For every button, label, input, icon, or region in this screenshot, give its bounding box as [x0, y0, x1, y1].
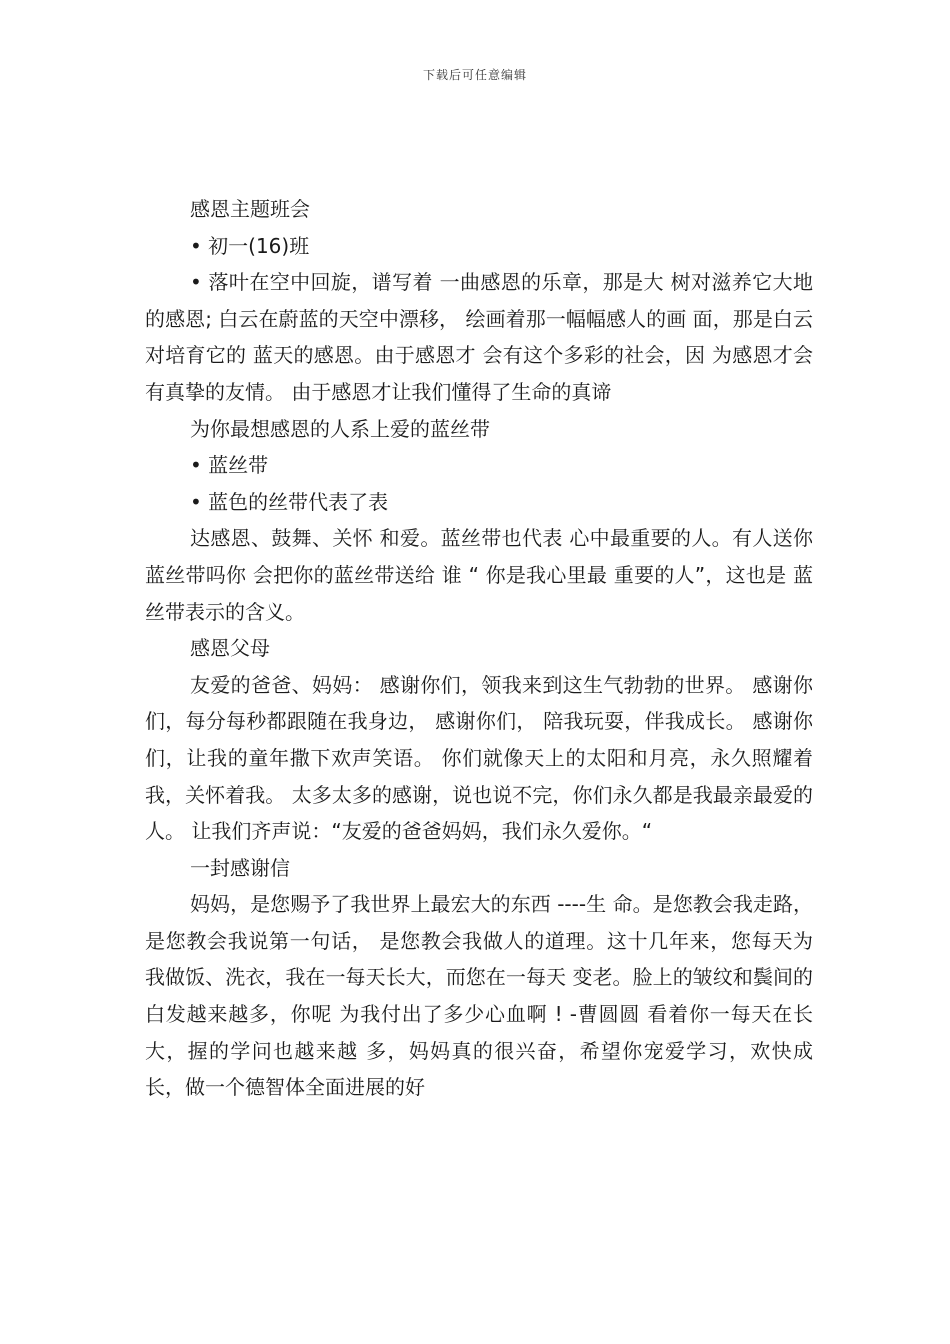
document-body: [145, 191, 813, 1106]
letter-paragraph: 妈妈，是您赐予了我世界上最宏大的东西 ----生 命。是您教会我走路，是您教会我说第一句话， 是您教会我做人的道理。这十几年来，您每天为 我做饭、洗衣，我在一每天长大，而您在一每天 变老。脸上的皱纹和鬓间的白发越来越多，你呢 为我付出了多少心血啊 ! -曹圆圆 看着你一每天在长大，握的学问也越来越 多，妈妈真的很兴奋，希望你宠爱学习，欢快成 长，做一个德智体全面进展的好: [145, 892, 813, 1100]
blue-ribbon-bullet: • 蓝丝带: [190, 453, 269, 478]
class-name-line: • 初一(16)班: [190, 233, 310, 258]
section-title-thank-you-letter: 一封感谢信: [190, 855, 290, 880]
blue-ribbon-paragraph: 达感恩、鼓舞、关怀 和爱。蓝丝带也代表 心中最重要的人。有人送你蓝丝带吗你 会把你的蓝丝带送给 谁 “ 你是我心里最 重要的人”，这也是 蓝丝带表示的含义。: [145, 526, 813, 624]
parents-paragraph: 友爱的爸爸、妈妈： 感谢你们，领我来到这生气勃勃的世界。 感谢你们，每分每秒都跟随在我身边， 感谢你们， 陪我玩耍，伴我成长。 感谢你们，让我的童年撒下欢声笑语。 你们就像天上的太阳和月亮，永久照耀着我，关怀着我。 太多太多的感谢，说也说不完，你们永久都是我最亲最爱的 人。 让我们齐声说：“友爱的爸爸妈妈，我们永久爱你。“: [145, 672, 813, 844]
page-header-note: 下载后可任意编辑: [422, 68, 527, 82]
intro-paragraph: • 落叶在空中回旋，谱写着 一曲感恩的乐章，那是大 树对滋养它大地的感恩; 白云在蔚蓝的天空中漂移， 绘画着那一幅幅感人的画 面，那是白云对培育它的 蓝天的感恩。由于感恩才 会有这个多彩的社会，因 为感恩才会有真挚的友情。 由于感恩才让我们懂得了生命的真谛: [145, 270, 813, 404]
section-title-gratitude-meeting: 感恩主题班会: [190, 197, 310, 221]
blue-ribbon-meaning-bullet: • 蓝色的丝带代表了表: [190, 489, 389, 514]
section-title-thank-parents: 感恩父母: [190, 636, 270, 661]
section-title-blue-ribbon: 为你最想感恩的人系上爱的蓝丝带: [190, 416, 490, 441]
